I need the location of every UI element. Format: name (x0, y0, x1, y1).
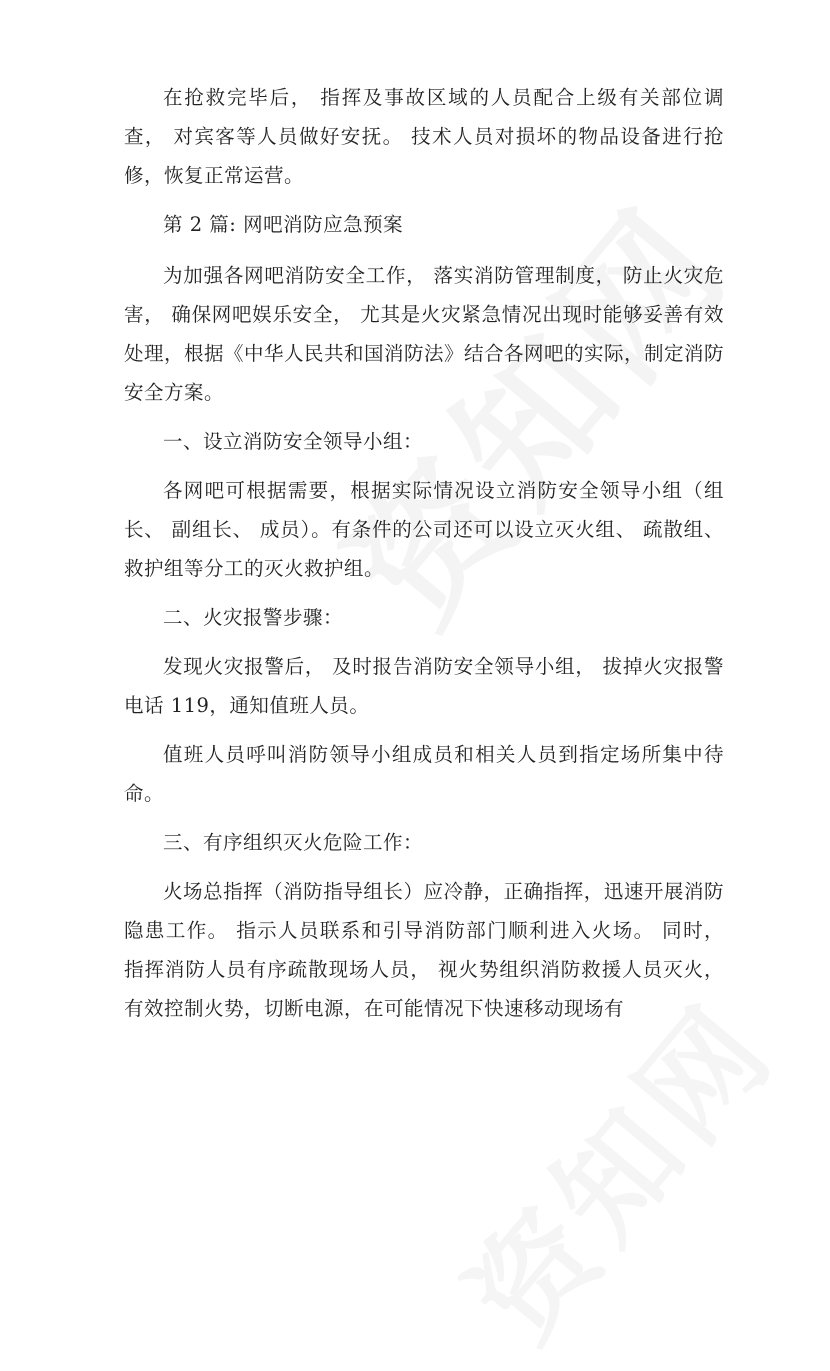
heading-section-1: 一、设立消防安全领导小组： (163, 430, 424, 453)
section-heading-chapter-2: 第 2 篇: 网吧消防应急预案 (163, 213, 404, 236)
paragraph-alarm-report: 发现火灾报警后， 及时报告消防安全领导小组， 拔掉火灾报警电话 119，通知值班人员。 (124, 655, 724, 717)
paragraph-section-1: 各网吧可根据需要，根据实际情况设立消防安全领导小组（组长、 副组长、 成员）。有条件的公司还可以设立灭火组、 疏散组、救护组等分工的灭火救护组。 (124, 479, 724, 580)
heading-section-3: 三、有序组织灭火危险工作： (163, 831, 424, 854)
heading-section-2: 二、火灾报警步骤： (163, 606, 344, 629)
paragraph-duty-staff: 值班人员呼叫消防领导小组成员和相关人员到指定场所集中待命。 (124, 743, 724, 805)
paragraph-intro: 为加强各网吧消防安全工作， 落实消防管理制度， 防止火灾危害， 确保网吧娱乐安全， 尤其是火灾紧急情况出现时能够妥善有效处理，根据《中华人民共和国消防法》结合各网吧的实际，制定消防安全方案。 (124, 264, 725, 404)
paragraph-rescue-aftermath: 在抢救完毕后， 指挥及事故区域的人员配合上级有关部位调查， 对宾客等人员做好安抚。 技术人员对损坏的物品设备进行抢修，恢复正常运营。 (124, 86, 724, 187)
document-body (124, 78, 724, 1028)
paragraph-section-3: 火场总指挥（消防指导组长）应冷静，正确指挥，迅速开展消防隐患工作。 指示人员联系和引导消防部门顺利进入火场。 同时， 指挥消防人员有序疏散现场人员， 视火势组织消防救援人员灭火，有效控制火势，切断电源，在可能情况下快速移动现场有 (124, 880, 724, 1020)
